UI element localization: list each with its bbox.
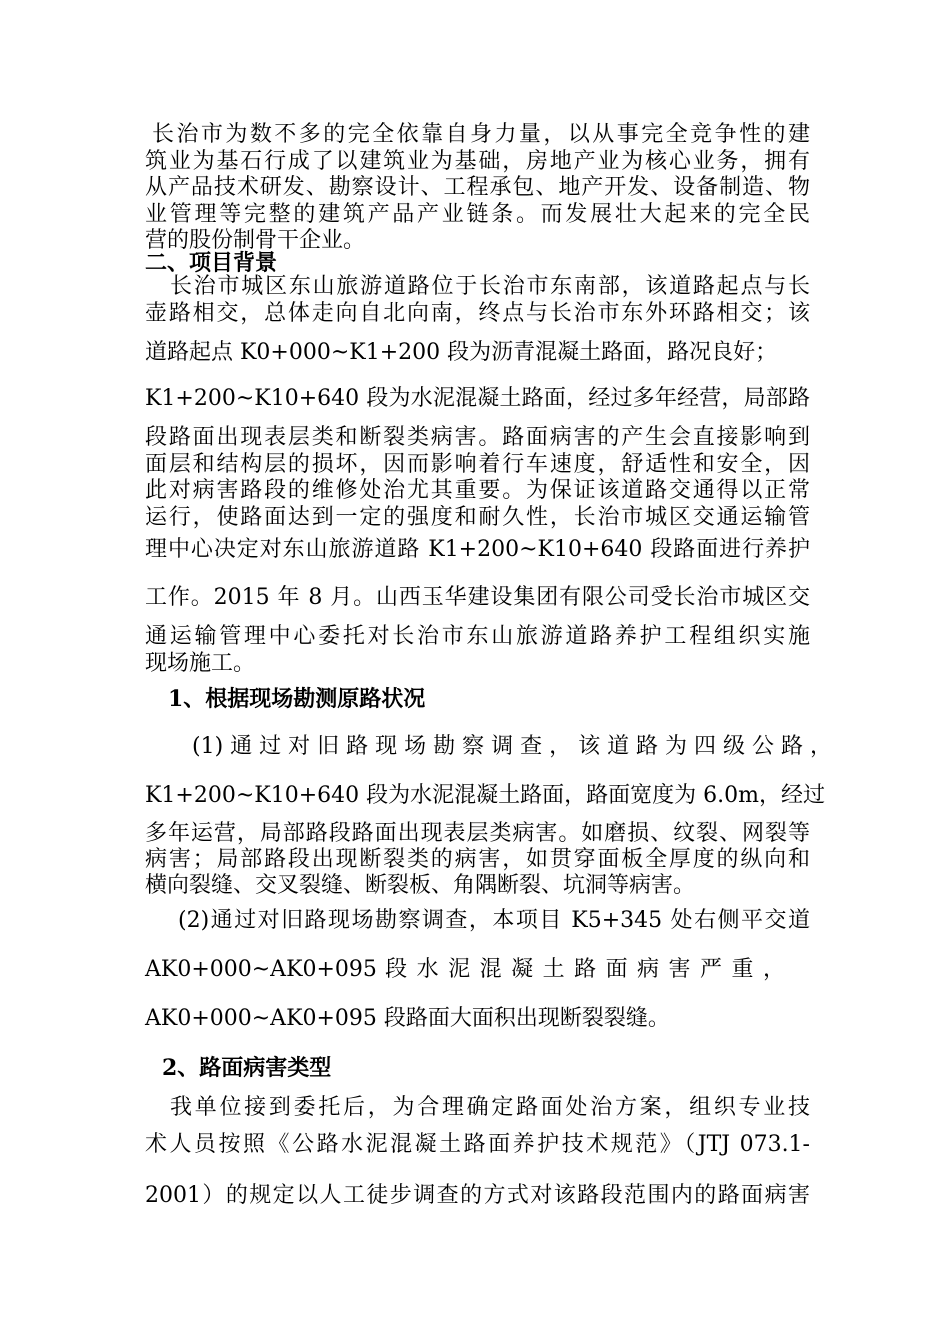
paragraph-line: 术人员按照《公路水泥混凝土路面养护技术规范》（JTJ 073.1- bbox=[145, 1132, 810, 1157]
paragraph-line: 业管理等完整的建筑产品产业链条。而发展壮大起来的完全民 bbox=[145, 202, 810, 227]
paragraph-line: 此对病害路段的维修处治尤其重要。为保证该道路交通得以正常 bbox=[145, 478, 810, 503]
paragraph-line: 横向裂缝、交叉裂缝、断裂板、角隅断裂、坑洞等病害。 bbox=[145, 873, 696, 898]
subsection-heading: 2、路面病害类型 bbox=[162, 1055, 332, 1081]
paragraph-line: 道路起点 K0+000~K1+200 段为沥青混凝土路面，路况良好； bbox=[145, 340, 778, 365]
paragraph-line: 面层和结构层的损坏，因而影响着行车速度，舒适性和安全，因 bbox=[145, 452, 810, 477]
paragraph-line: AK0+000~AK0+095 段路面大面积出现断裂裂缝。 bbox=[145, 1006, 670, 1031]
subsection-heading: 1、根据现场勘测原路状况 bbox=[168, 686, 426, 712]
paragraph-line: 2001）的规定以人工徒步调查的方式对该路段范围内的路面病害 bbox=[145, 1183, 810, 1208]
paragraph-line: 长治市为数不多的完全依靠自身力量，以从事完全竞争性的建 bbox=[152, 122, 810, 147]
section-heading: 二、项目背景 bbox=[145, 250, 278, 276]
paragraph-line: 运行，使路面达到一定的强度和耐久性，长治市城区交通运输管 bbox=[145, 505, 810, 530]
paragraph-line: 工作。2015 年 8 月。山西玉华建设集团有限公司受长治市城区交 bbox=[145, 585, 810, 610]
paragraph-line: 长治市城区东山旅游道路位于长治市东南部，该道路起点与长 bbox=[170, 274, 810, 299]
paragraph-line: (2)通过对旧路现场勘察调查，本项目 K5+345 处右侧平交道 bbox=[178, 908, 810, 933]
paragraph-line: 营的股份制骨干企业。 bbox=[145, 228, 366, 253]
paragraph-line: (1) 通 过 对 旧 路 现 场 勘 察 调 查 ， 该 道 路 为 四 级 公 路 ， bbox=[192, 734, 833, 759]
paragraph-line: 我单位接到委托后，为合理确定路面处治方案，组织专业技 bbox=[170, 1095, 810, 1120]
paragraph-line: AK0+000~AK0+095 段 水 泥 混 凝 土 路 面 病 害 严 重 ， bbox=[145, 957, 785, 982]
paragraph-line: 现场施工。 bbox=[145, 651, 256, 676]
paragraph-line: 段路面出现表层类和断裂类病害。路面病害的产生会直接影响到 bbox=[145, 425, 810, 450]
paragraph-line: 理中心决定对东山旅游道路 K1+200~K10+640 段路面进行养护 bbox=[145, 537, 810, 562]
paragraph-line: K1+200~K10+640 段为水泥混凝土路面，经过多年经营，局部路 bbox=[145, 386, 810, 411]
paragraph-line: K1+200~K10+640 段为水泥混凝土路面，路面宽度为 6.0m，经过 bbox=[145, 783, 825, 808]
paragraph-line: 壶路相交，总体走向自北向南，终点与长治市东外环路相交；该 bbox=[145, 301, 810, 326]
paragraph-line: 多年运营，局部路段路面出现表层类病害。如磨损、纹裂、网裂等 bbox=[145, 821, 810, 846]
paragraph-line: 从产品技术研发、勘察设计、工程承包、地产开发、设备制造、物 bbox=[145, 175, 810, 200]
paragraph-line: 筑业为基石行成了以建筑业为基础，房地产业为核心业务，拥有 bbox=[145, 149, 810, 174]
paragraph-line: 通运输管理中心委托对长治市东山旅游道路养护工程组织实施 bbox=[145, 624, 810, 649]
paragraph-line: 病害；局部路段出现断裂类的病害，如贯穿面板全厚度的纵向和 bbox=[145, 847, 810, 872]
